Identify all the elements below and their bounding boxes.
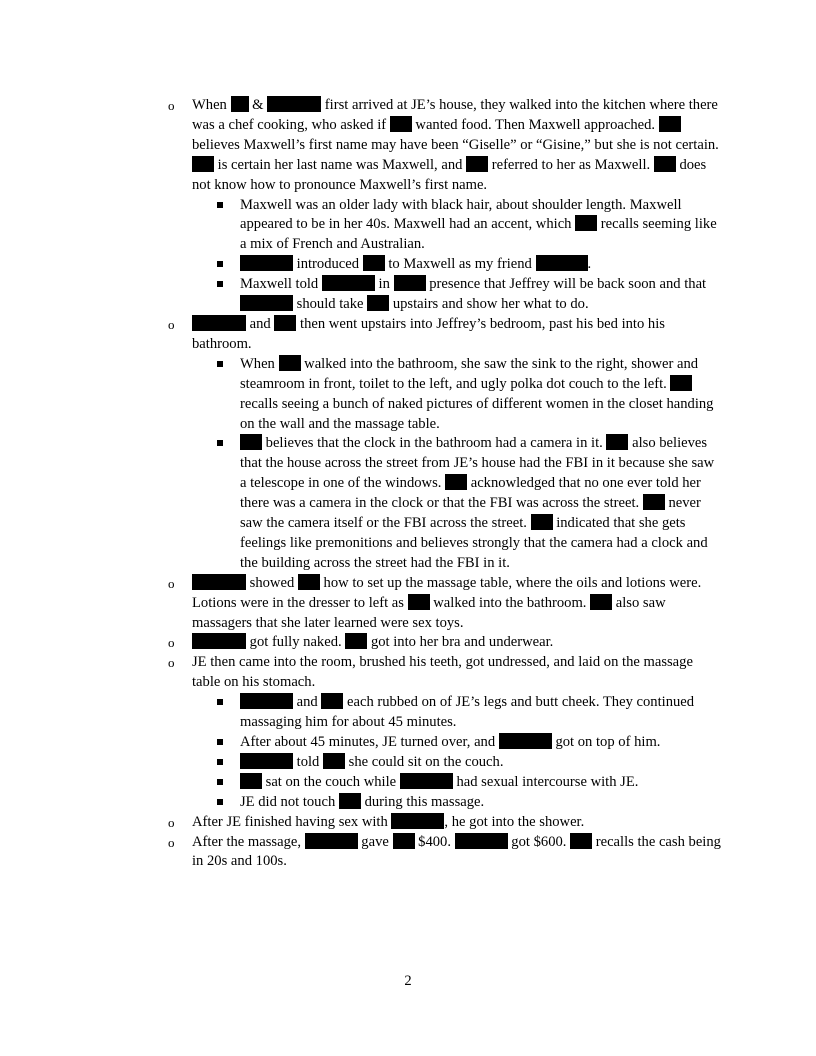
- redaction-box: [298, 574, 320, 590]
- outline-item: [168, 315, 722, 355]
- redaction-box: [394, 275, 426, 291]
- outline-subitem: [240, 793, 722, 813]
- text-run: Maxwell told: [240, 276, 322, 293]
- redaction-box: [400, 773, 453, 789]
- redaction-box: [231, 96, 249, 112]
- redaction-box: [445, 474, 467, 490]
- text-run: how to set up the massage table, where the oils and lotions were. Lotions were in the dresser to left as: [192, 574, 702, 611]
- redaction-box: [240, 434, 262, 450]
- redaction-box: [570, 833, 592, 849]
- square-bullet-icon: [217, 699, 223, 705]
- text-run: told: [293, 753, 323, 770]
- text-run: presence that Jeffrey will be back soon and that: [425, 276, 707, 293]
- text-run: also saw massagers that she later learned were sex toys.: [192, 594, 666, 631]
- redaction-box: [654, 156, 676, 172]
- redaction-box: [240, 295, 293, 311]
- text-run: then went upstairs into Jeffrey’s bedroom, past his bed into his bathroom.: [192, 315, 665, 352]
- square-bullet-icon: [217, 281, 223, 287]
- redaction-box: [192, 633, 246, 649]
- outline-subitem: [240, 275, 722, 315]
- circle-bullet-icon: o: [168, 635, 175, 651]
- outline-item: [168, 633, 722, 653]
- redaction-box: [240, 753, 293, 769]
- text-run: first arrived at JE’s house, they walked into the kitchen where there was a chef cooking, who asked if: [192, 97, 718, 133]
- square-bullet-icon: [217, 759, 223, 765]
- square-bullet-icon: [217, 799, 223, 805]
- text-run: does not know how to pronounce Maxwell’s first name.: [192, 156, 707, 193]
- square-bullet-icon: [217, 261, 223, 267]
- redaction-box: [670, 375, 692, 391]
- text-run: acknowledged that no one ever told her there was a camera in the clock or that the FBI was across the street.: [240, 475, 701, 512]
- redaction-box: [393, 833, 415, 849]
- text-run: believes that the clock in the bathroom had a camera in it.: [262, 435, 607, 452]
- text-run: each rubbed on of JE’s legs and butt cheek. They continued massaging him for about 45 minutes.: [240, 694, 695, 731]
- text-run: referred to her as Maxwell.: [488, 156, 654, 173]
- text-run: recalls seeming like a mix of French and Australian.: [240, 216, 717, 253]
- outline-subitem: [240, 255, 722, 275]
- text-run: walked into the bathroom.: [429, 594, 591, 611]
- text-run: After the massage,: [192, 833, 305, 850]
- outline-subitem: [240, 753, 722, 773]
- redaction-box: [192, 574, 246, 590]
- redaction-box: [322, 275, 375, 291]
- redaction-box: [643, 494, 665, 510]
- text-run: never saw the camera itself or the FBI across the street.: [240, 495, 701, 532]
- redaction-box: [192, 156, 214, 172]
- redaction-box: [274, 315, 296, 331]
- text-run: also believes that the house across the street from JE’s house had the FBI in it because she saw a telescope in one of the windows.: [240, 435, 715, 492]
- text-run: got into her bra and underwear.: [367, 634, 554, 651]
- redaction-box: [575, 215, 597, 231]
- redaction-box: [590, 594, 612, 610]
- outline-item: [168, 833, 722, 873]
- text-run: JE then came into the room, brushed his teeth, got undressed, and laid on the massage table on his stomach.: [192, 654, 693, 691]
- text-run: recalls the cash being in 20s and 100s.: [192, 833, 721, 870]
- square-bullet-icon: [217, 739, 223, 745]
- text-run: .: [587, 256, 592, 273]
- outline-subitem: [240, 773, 722, 793]
- text-run: wanted food. Then Maxwell approached.: [411, 116, 659, 133]
- text-run: gave: [357, 833, 393, 850]
- page-number: 2: [404, 973, 412, 989]
- square-bullet-icon: [217, 361, 223, 367]
- square-bullet-icon: [217, 779, 223, 785]
- outline-subitem: [240, 733, 722, 753]
- text-run: recalls seeing a bunch of naked pictures of different women in the closet handing on the wall and the massage table.: [240, 395, 714, 432]
- redaction-box: [323, 753, 345, 769]
- redaction-box: [339, 793, 361, 809]
- text-run: upstairs and show her what to do.: [389, 296, 589, 313]
- redaction-box: [466, 156, 488, 172]
- text-run: and: [246, 315, 275, 332]
- redaction-box: [367, 295, 389, 311]
- circle-bullet-icon: o: [168, 98, 175, 113]
- text-run: walked into the bathroom, she saw the sink to the right, shower and steamroom in front, toilet to the left, and ugly polka dot couch to the left.: [240, 355, 699, 392]
- text-run: After about 45 minutes, JE turned over, and: [240, 734, 499, 750]
- text-run: &: [248, 97, 268, 113]
- text-run: in: [374, 276, 394, 293]
- redaction-box: [345, 633, 367, 649]
- text-run: got $600.: [507, 833, 571, 850]
- text-run: got on top of him.: [551, 734, 661, 750]
- redaction-box: [305, 833, 358, 849]
- redaction-box: [499, 733, 552, 749]
- redaction-box: [408, 594, 430, 610]
- redaction-box: [240, 773, 262, 789]
- text-run: showed: [246, 574, 298, 591]
- text-run: , he got into the shower.: [444, 813, 585, 830]
- text-run: When: [240, 355, 279, 372]
- text-run: When: [192, 97, 231, 113]
- outline-item: [168, 96, 722, 196]
- redaction-box: [391, 813, 444, 829]
- text-run: introduced: [293, 256, 363, 273]
- text-run: and: [293, 694, 322, 711]
- outline-item: [168, 653, 722, 693]
- redaction-box: [536, 255, 588, 271]
- outline-item: [168, 574, 722, 634]
- circle-bullet-icon: o: [168, 814, 175, 830]
- circle-bullet-icon: o: [168, 834, 175, 850]
- redaction-box: [659, 116, 681, 132]
- redaction-box: [279, 355, 301, 371]
- text-run: sat on the couch while: [262, 773, 400, 790]
- text-run: had sexual intercourse with JE.: [452, 773, 639, 790]
- text-run: got fully naked.: [246, 634, 346, 651]
- redaction-box: [321, 693, 343, 709]
- redaction-box: [531, 514, 553, 530]
- outline-item: [168, 813, 722, 833]
- text-run: to Maxwell as my friend: [384, 256, 536, 273]
- redaction-box: [390, 116, 412, 132]
- outline-subitem: [240, 693, 722, 733]
- text-run: After JE finished having sex with: [192, 813, 392, 830]
- redaction-box: [240, 255, 293, 271]
- text-run: should take: [293, 296, 368, 313]
- redaction-box: [267, 96, 321, 112]
- redaction-box: [192, 315, 246, 331]
- redaction-box: [240, 693, 293, 709]
- text-run: she could sit on the couch.: [345, 753, 504, 770]
- square-bullet-icon: [217, 440, 223, 446]
- redaction-box: [363, 255, 385, 271]
- text-run: believes Maxwell’s first name may have been “Giselle” or “Gisine,” but she is not certain.: [192, 136, 719, 153]
- text-run: $400.: [414, 833, 455, 850]
- circle-bullet-icon: o: [168, 655, 175, 671]
- text-run: Maxwell was an older lady with black hair, about shoulder length. Maxwell appeared to be in her 40s. Maxwell had an accent, which: [240, 196, 682, 233]
- square-bullet-icon: [217, 202, 223, 208]
- outline-subitem: [240, 355, 722, 435]
- redaction-box: [455, 833, 508, 849]
- redaction-box: [606, 434, 628, 450]
- text-run: JE did not touch: [240, 793, 339, 810]
- document-body: [0, 96, 816, 872]
- circle-bullet-icon: o: [168, 575, 175, 591]
- text-run: indicated that she gets feelings like premonitions and believes strongly that the camera had a clock and the building across the street had the FBI in it.: [240, 515, 708, 571]
- text-run: is certain her last name was Maxwell, and: [214, 156, 467, 173]
- outline-subitem: [240, 434, 722, 573]
- circle-bullet-icon: o: [168, 316, 175, 332]
- text-run: during this massage.: [360, 793, 485, 810]
- outline-subitem: [240, 196, 722, 256]
